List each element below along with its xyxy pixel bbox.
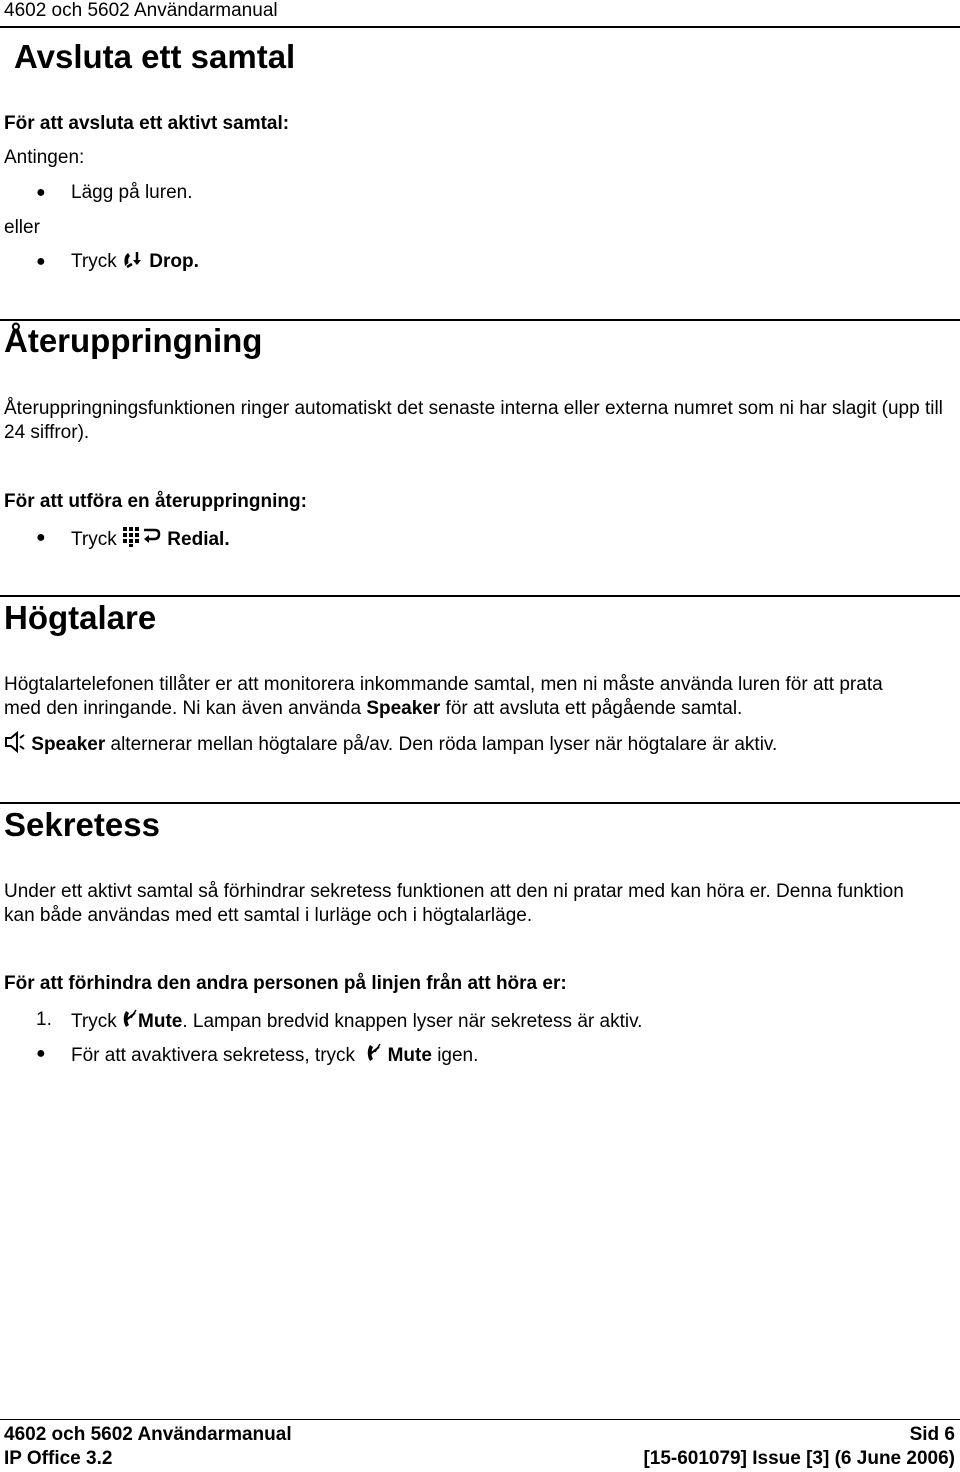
footer-manual-title: 4602 och 5602 Användarmanual xyxy=(4,1424,292,1445)
speaker-key-label: Speaker xyxy=(31,734,106,755)
end-call-bullet-drop xyxy=(71,250,199,274)
footer-product: IP Office 3.2 xyxy=(4,1448,113,1469)
privacy-step-1: Tryck Mute. Lampan bredvid knappen lyser när sekretess är aktiv. xyxy=(71,1008,642,1034)
privacy-bullet: För att avaktivera sekretess, tryck Mute igen. xyxy=(71,1042,478,1068)
tryck-label: Tryck xyxy=(71,251,117,272)
end-call-subheading: För att avsluta ett aktivt samtal: xyxy=(4,113,290,134)
running-header: 4602 och 5602 Användarmanual xyxy=(4,0,278,21)
privacy-subheading: För att förhindra den andra personen på linjen från att höra er: xyxy=(4,973,567,994)
redial-key-label: Redial. xyxy=(167,529,230,550)
redial-description: Återuppringningsfunktionen ringer automatiskt det senaste interna eller externa numret som ni har slagit (upp till 24 siffror). xyxy=(4,398,943,443)
end-call-either: Antingen: xyxy=(4,147,85,168)
privacy-description: Under ett aktivt samtal så förhindrar sekretess funktionen att den ni pratar med kan höra er. Denna funktion kan både användas med ett samtal i lurläge och i högtalarläge. xyxy=(4,881,904,926)
mute-key-label: Mute xyxy=(387,1045,432,1066)
section-title-end-call: Avsluta ett samtal xyxy=(14,38,296,75)
header-divider xyxy=(0,26,960,28)
drop-icon xyxy=(122,250,144,270)
bullet-dot: ● xyxy=(36,529,46,546)
redial-subheading: För att utföra en återuppringning: xyxy=(4,491,307,512)
tryck-label: Tryck xyxy=(71,1011,117,1032)
footer-divider xyxy=(0,1419,960,1420)
mute-icon xyxy=(122,1008,138,1030)
section-divider xyxy=(0,595,960,597)
end-call-or: eller xyxy=(4,217,40,238)
speaker-line-3: Speaker alternerar mellan högtalare på/av. Den röda lampan lyser när högtalare är aktiv. xyxy=(4,731,777,757)
section-divider xyxy=(0,319,960,321)
footer-page-number: Sid 6 xyxy=(909,1424,955,1445)
redial-bullet xyxy=(71,526,230,552)
speaker-line-1: Högtalartelefonen tillåter er att monitorera inkommande samtal, men ni måste använda luren för att prata xyxy=(4,674,883,695)
mute-icon xyxy=(366,1042,382,1064)
footer-issue: [15-601079] Issue [3] (6 June 2006) xyxy=(643,1448,955,1469)
bullet-dot: ● xyxy=(36,184,46,201)
section-divider xyxy=(0,802,960,804)
tryck-label: Tryck xyxy=(71,529,117,550)
drop-key-label: Drop. xyxy=(149,251,199,272)
section-title-speaker: Högtalare xyxy=(4,599,157,636)
section-title-redial: Återuppringning xyxy=(4,322,263,359)
speaker-key-label: Speaker xyxy=(366,698,441,719)
bullet-dot: ● xyxy=(36,253,46,270)
section-title-privacy: Sekretess xyxy=(4,806,160,843)
speaker-line-2: med den inringande. Ni kan även använda Speaker för att avsluta ett pågående samtal. xyxy=(4,698,743,719)
redial-icon xyxy=(122,526,162,548)
speaker-icon xyxy=(4,731,26,753)
step-number: 1. xyxy=(36,1009,52,1030)
bullet-dot: ● xyxy=(36,1045,46,1062)
mute-key-label: Mute xyxy=(138,1011,183,1032)
end-call-bullet-hangup: Lägg på luren. xyxy=(71,182,193,203)
